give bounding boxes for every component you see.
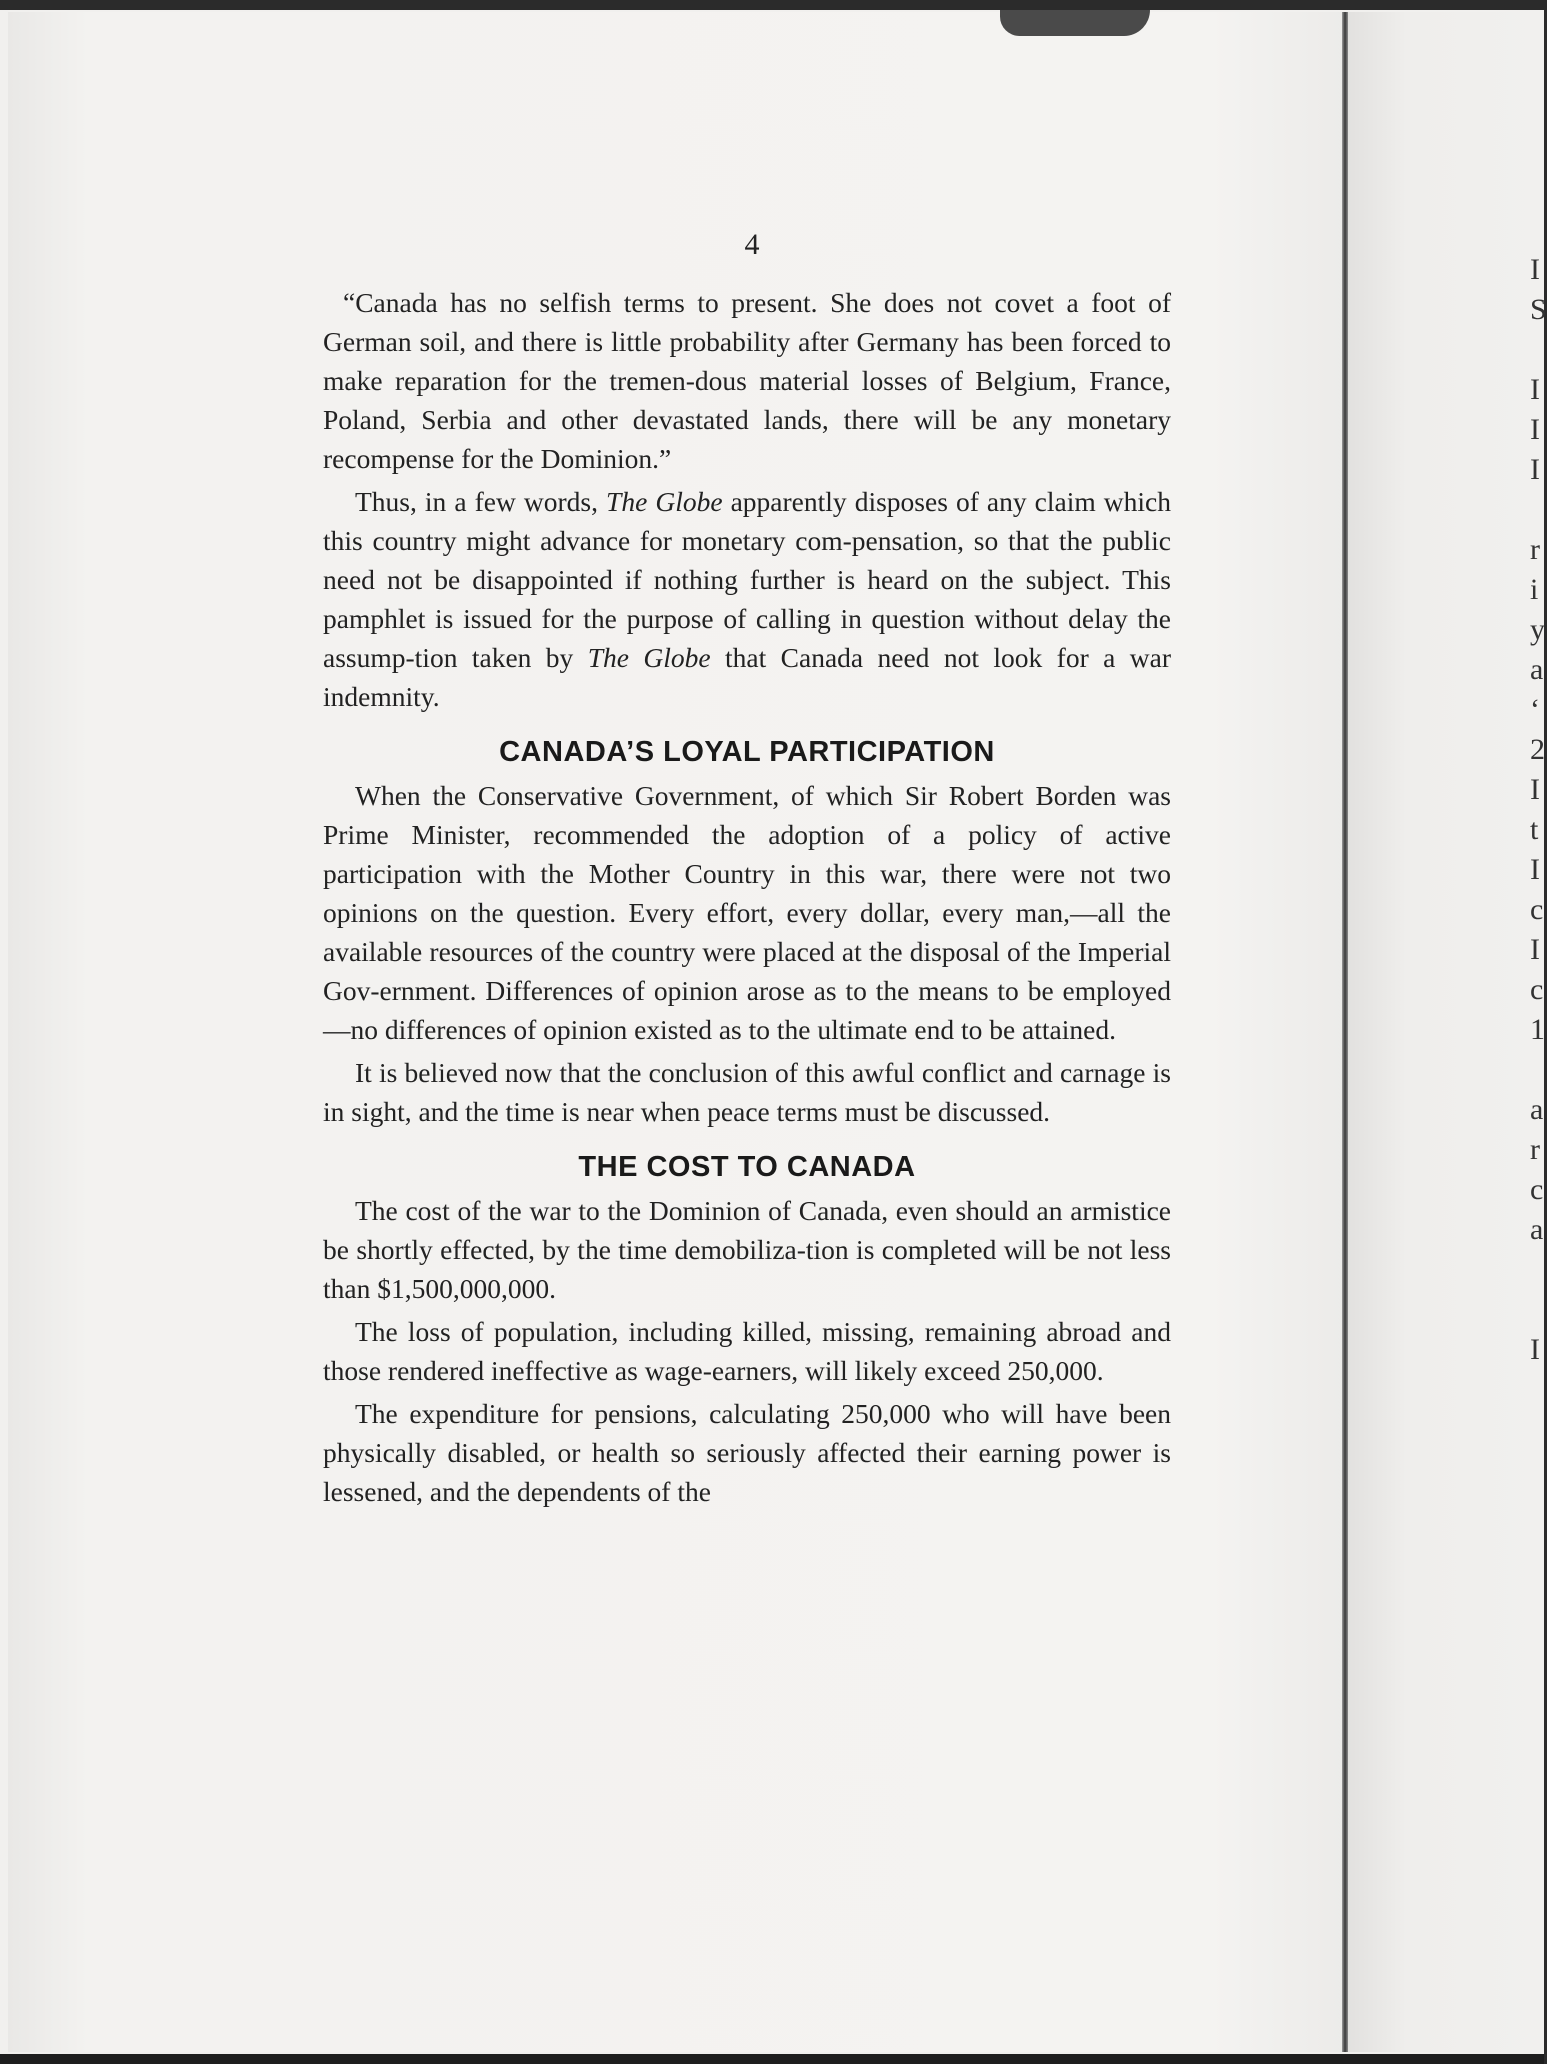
edge-letter: a bbox=[1530, 653, 1544, 686]
edge-letter: a bbox=[1530, 1213, 1544, 1246]
edge-letter bbox=[1530, 490, 1544, 530]
bottom-edge bbox=[0, 2054, 1544, 2064]
edge-letter bbox=[1530, 1050, 1544, 1090]
section-heading-participation: CANADA’S LOYAL PARTICIPATION bbox=[499, 736, 995, 768]
paragraph: The cost of the war to the Dominion of Canada, even should an armistice be shortly effected, by the time demobiliza-tion is completed will be not less than $1,500,000,000. bbox=[323, 1195, 1171, 1304]
paper-tear bbox=[1000, 10, 1150, 36]
paragraph bbox=[323, 482, 1171, 716]
edge-letter: I bbox=[1530, 253, 1540, 286]
edge-letter: I bbox=[1530, 853, 1540, 886]
italic-title: The Globe bbox=[606, 486, 723, 517]
paragraph: When the Conservative Government, of which Sir Robert Borden was Prime Minister, recommended the adoption of a policy of active participation with the Mother Country in this war, there were not two opinions on the question. Every effort, every dollar, every man,—all the available resources of the country were placed at the disposal of the Imperial Gov-ernment. Differences of opinion arose as to the means to be employed—no differences of opinion existed as to the ultimate end to be attained. bbox=[323, 780, 1171, 1045]
facing-page-edge-text bbox=[1530, 250, 1547, 1370]
edge-letter: a bbox=[1530, 1093, 1544, 1126]
edge-letter: I bbox=[1530, 773, 1540, 806]
edge-letter: t bbox=[1530, 813, 1539, 846]
edge-letter: i bbox=[1530, 573, 1539, 606]
edge-letter: c bbox=[1530, 1173, 1544, 1206]
page-body bbox=[323, 283, 1171, 1515]
edge-letter: I bbox=[1530, 413, 1540, 446]
edge-letter: 1 bbox=[1530, 1013, 1545, 1046]
text-run: “Canada has no selfish terms to present. She does not covet a foot of German soil, and there is little probability after Germany has been forced to make reparation for the tremen-dous material losses of Belgium, France, Poland, Serbia and other devastated lands, there will be any monetary recompense for the Dominion.” bbox=[323, 287, 1171, 474]
paragraph: The loss of population, including killed, missing, remaining abroad and those rendered ineffective as wage-earners, will likely exceed 250,000. bbox=[323, 1316, 1171, 1386]
edge-letter: S bbox=[1530, 293, 1547, 326]
text-run: Thus, in a few words, bbox=[355, 486, 607, 517]
edge-letter bbox=[1530, 330, 1544, 370]
edge-letter: I bbox=[1530, 933, 1540, 966]
page-number: 4 bbox=[744, 228, 760, 261]
edge-letter bbox=[1530, 1290, 1544, 1330]
edge-letter: r bbox=[1530, 1133, 1540, 1166]
intro-section bbox=[323, 283, 1171, 716]
italic-title: The Globe bbox=[587, 642, 711, 673]
edge-letter: c bbox=[1530, 973, 1544, 1006]
edge-letter: I bbox=[1530, 1333, 1540, 1366]
edge-letter: c bbox=[1530, 893, 1544, 926]
section-heading-cost: THE COST TO CANADA bbox=[578, 1151, 916, 1183]
paragraph: The expenditure for pensions, calculating 250,000 who will have been physically disabled, or health so seriously affected their earning power is lessened, and the dependents of the bbox=[323, 1398, 1171, 1507]
text-run: that Canada need not look for a war indemnity. bbox=[323, 642, 1171, 712]
edge-letter: y bbox=[1530, 613, 1545, 646]
edge-letter bbox=[1530, 1250, 1544, 1290]
edge-letter: r bbox=[1530, 533, 1540, 566]
paragraph: It is believed now that the conclusion of this awful conflict and carnage is in sight, and the time is near when peace terms must be discussed. bbox=[323, 1057, 1171, 1127]
edge-letter: I bbox=[1530, 453, 1540, 486]
facing-page bbox=[1348, 12, 1547, 2052]
edge-letter: I bbox=[1530, 373, 1540, 406]
edge-letter: ‘ bbox=[1530, 693, 1540, 726]
paragraph bbox=[323, 283, 1171, 478]
text-run: apparently disposes of any claim which this country might advance for monetary com-pensation, so that the public need not be disappointed if nothing further is heard on the subject. This pamphlet is issued for the purpose of calling in question without delay the assump-tion taken by bbox=[323, 486, 1171, 673]
edge-letter: 2 bbox=[1530, 733, 1545, 766]
